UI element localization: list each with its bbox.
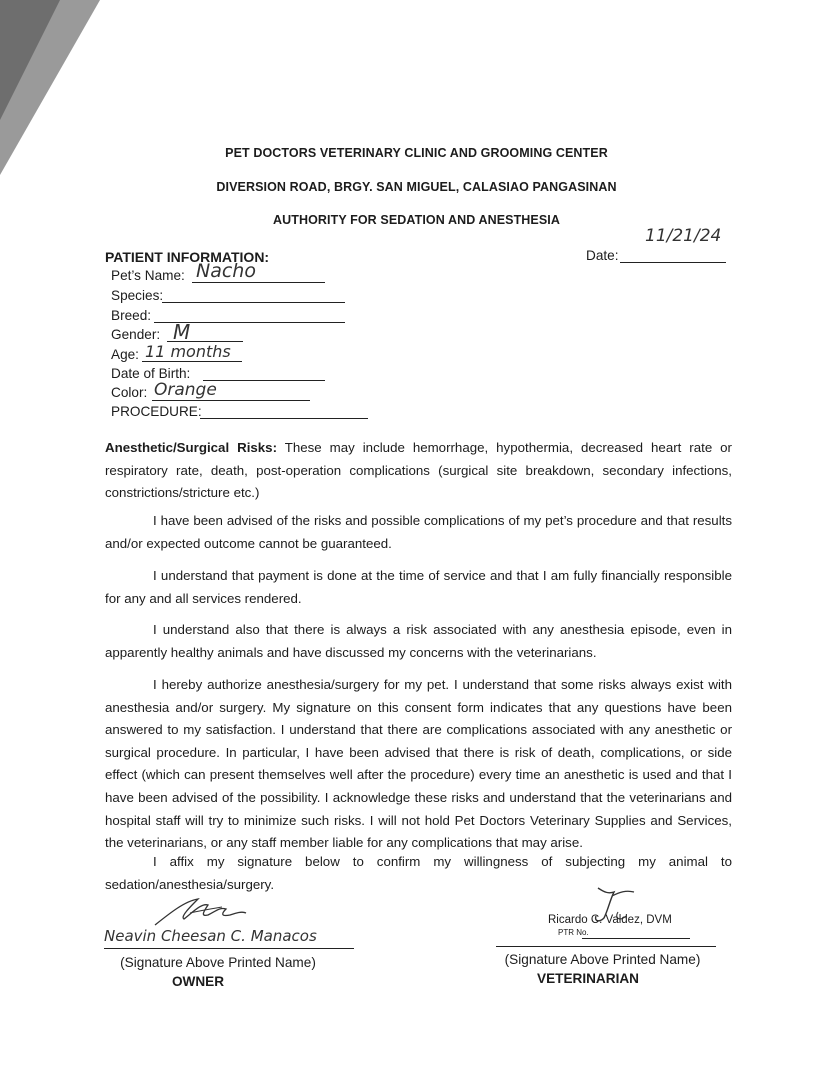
statement-paragraph [105, 510, 732, 555]
statement-paragraph [105, 619, 732, 664]
breed-label: Breed: [111, 308, 152, 323]
procedure-line [200, 418, 368, 419]
ptr-label: PTR No. [558, 928, 589, 937]
date-label: Date: [586, 248, 619, 263]
statement-text: I have been advised of the risks and possible complications of my pet’s procedure and that results and/or expected outcome cannot be guaranteed. [105, 513, 732, 551]
gender-label: Gender: [111, 327, 161, 342]
vet-caption: (Signature Above Printed Name) [504, 952, 701, 967]
age-label: Age: [111, 347, 139, 362]
risks-label: Anesthetic/Surgical Risks: [105, 440, 278, 455]
dob-label: Date of Birth: [111, 366, 191, 381]
risks-paragraph [105, 437, 732, 505]
vet-printed-name: Ricardo C. Valdez, DVM [548, 914, 672, 926]
color-line [152, 400, 310, 401]
pet-name-label: Pet’s Name: [111, 268, 185, 283]
color-value: Orange [154, 380, 217, 400]
date-line [620, 262, 726, 263]
pet-name-line [192, 282, 325, 283]
vet-role: VETERINARIAN [537, 971, 639, 986]
ptr-line [582, 938, 690, 939]
owner-caption: (Signature Above Printed Name) [120, 955, 316, 970]
age-line [142, 361, 242, 362]
owner-printed-name: Neavin Cheesan C. Manacos [104, 927, 317, 945]
patient-info-heading: PATIENT INFORMATION: [105, 249, 270, 265]
owner-role: OWNER [171, 974, 225, 989]
vet-signature-line [496, 946, 716, 947]
age-value: 11 months [145, 342, 231, 361]
statement-paragraph [105, 674, 732, 855]
species-line [162, 302, 345, 303]
color-label: Color: [111, 385, 148, 400]
statement-text: I affix my signature below to confirm my willingness of subjecting my animal to sedation/anesthesia/surgery. [105, 854, 732, 892]
dob-line [203, 380, 325, 381]
clinic-name: PET DOCTORS VETERINARY CLINIC AND GROOMING CENTER [225, 146, 608, 160]
gender-value: M [173, 320, 191, 344]
clinic-address: DIVERSION ROAD, BRGY. SAN MIGUEL, CALASIAO PANGASINAN [216, 180, 617, 194]
pet-name-value: Nacho [196, 260, 256, 282]
statement-text: I understand that payment is done at the time of service and that I am fully financially responsible for any and all services rendered. [105, 568, 732, 606]
risks-text: These may include hemorrhage, hypothermia, decreased heart rate or respiratory rate, death, post-operation complications (surgical site breakdown, secondary infections, constrictions/stricture etc.) [105, 440, 732, 501]
date-value: 11/21/24 [645, 226, 722, 246]
species-label: Species: [111, 288, 164, 303]
statement-text: I understand also that there is always a risk associated with any anesthesia episode, even in apparently healthy animals and have discussed my concerns with the veterinarians. [105, 622, 732, 660]
owner-signature-line [104, 948, 354, 949]
procedure-label: PROCEDURE: [111, 404, 202, 419]
statement-text: I hereby authorize anesthesia/surgery for my pet. I understand that some risks always exist with anesthesia and/or surgery. My signature on this consent form indicates that any questions have been answered to my satisfaction. I understand that there are complications associated with any anesthetic or surgical procedure. In particular, I have been advised that there is risk of death, complications, or side effect (which can present themselves well after the procedure) every time an anesthetic is used and that I have been advised of the possibility. I acknowledge these risks and understand that the veterinarians and hospital staff will try to minimize such risks. I will not hold Pet Doctors Veterinary Supplies and Services, the veterinarians, or any staff member liable for any complications that may arise. [105, 677, 732, 851]
form-title: AUTHORITY FOR SEDATION AND ANESTHESIA [272, 213, 561, 227]
statement-paragraph [105, 565, 732, 610]
